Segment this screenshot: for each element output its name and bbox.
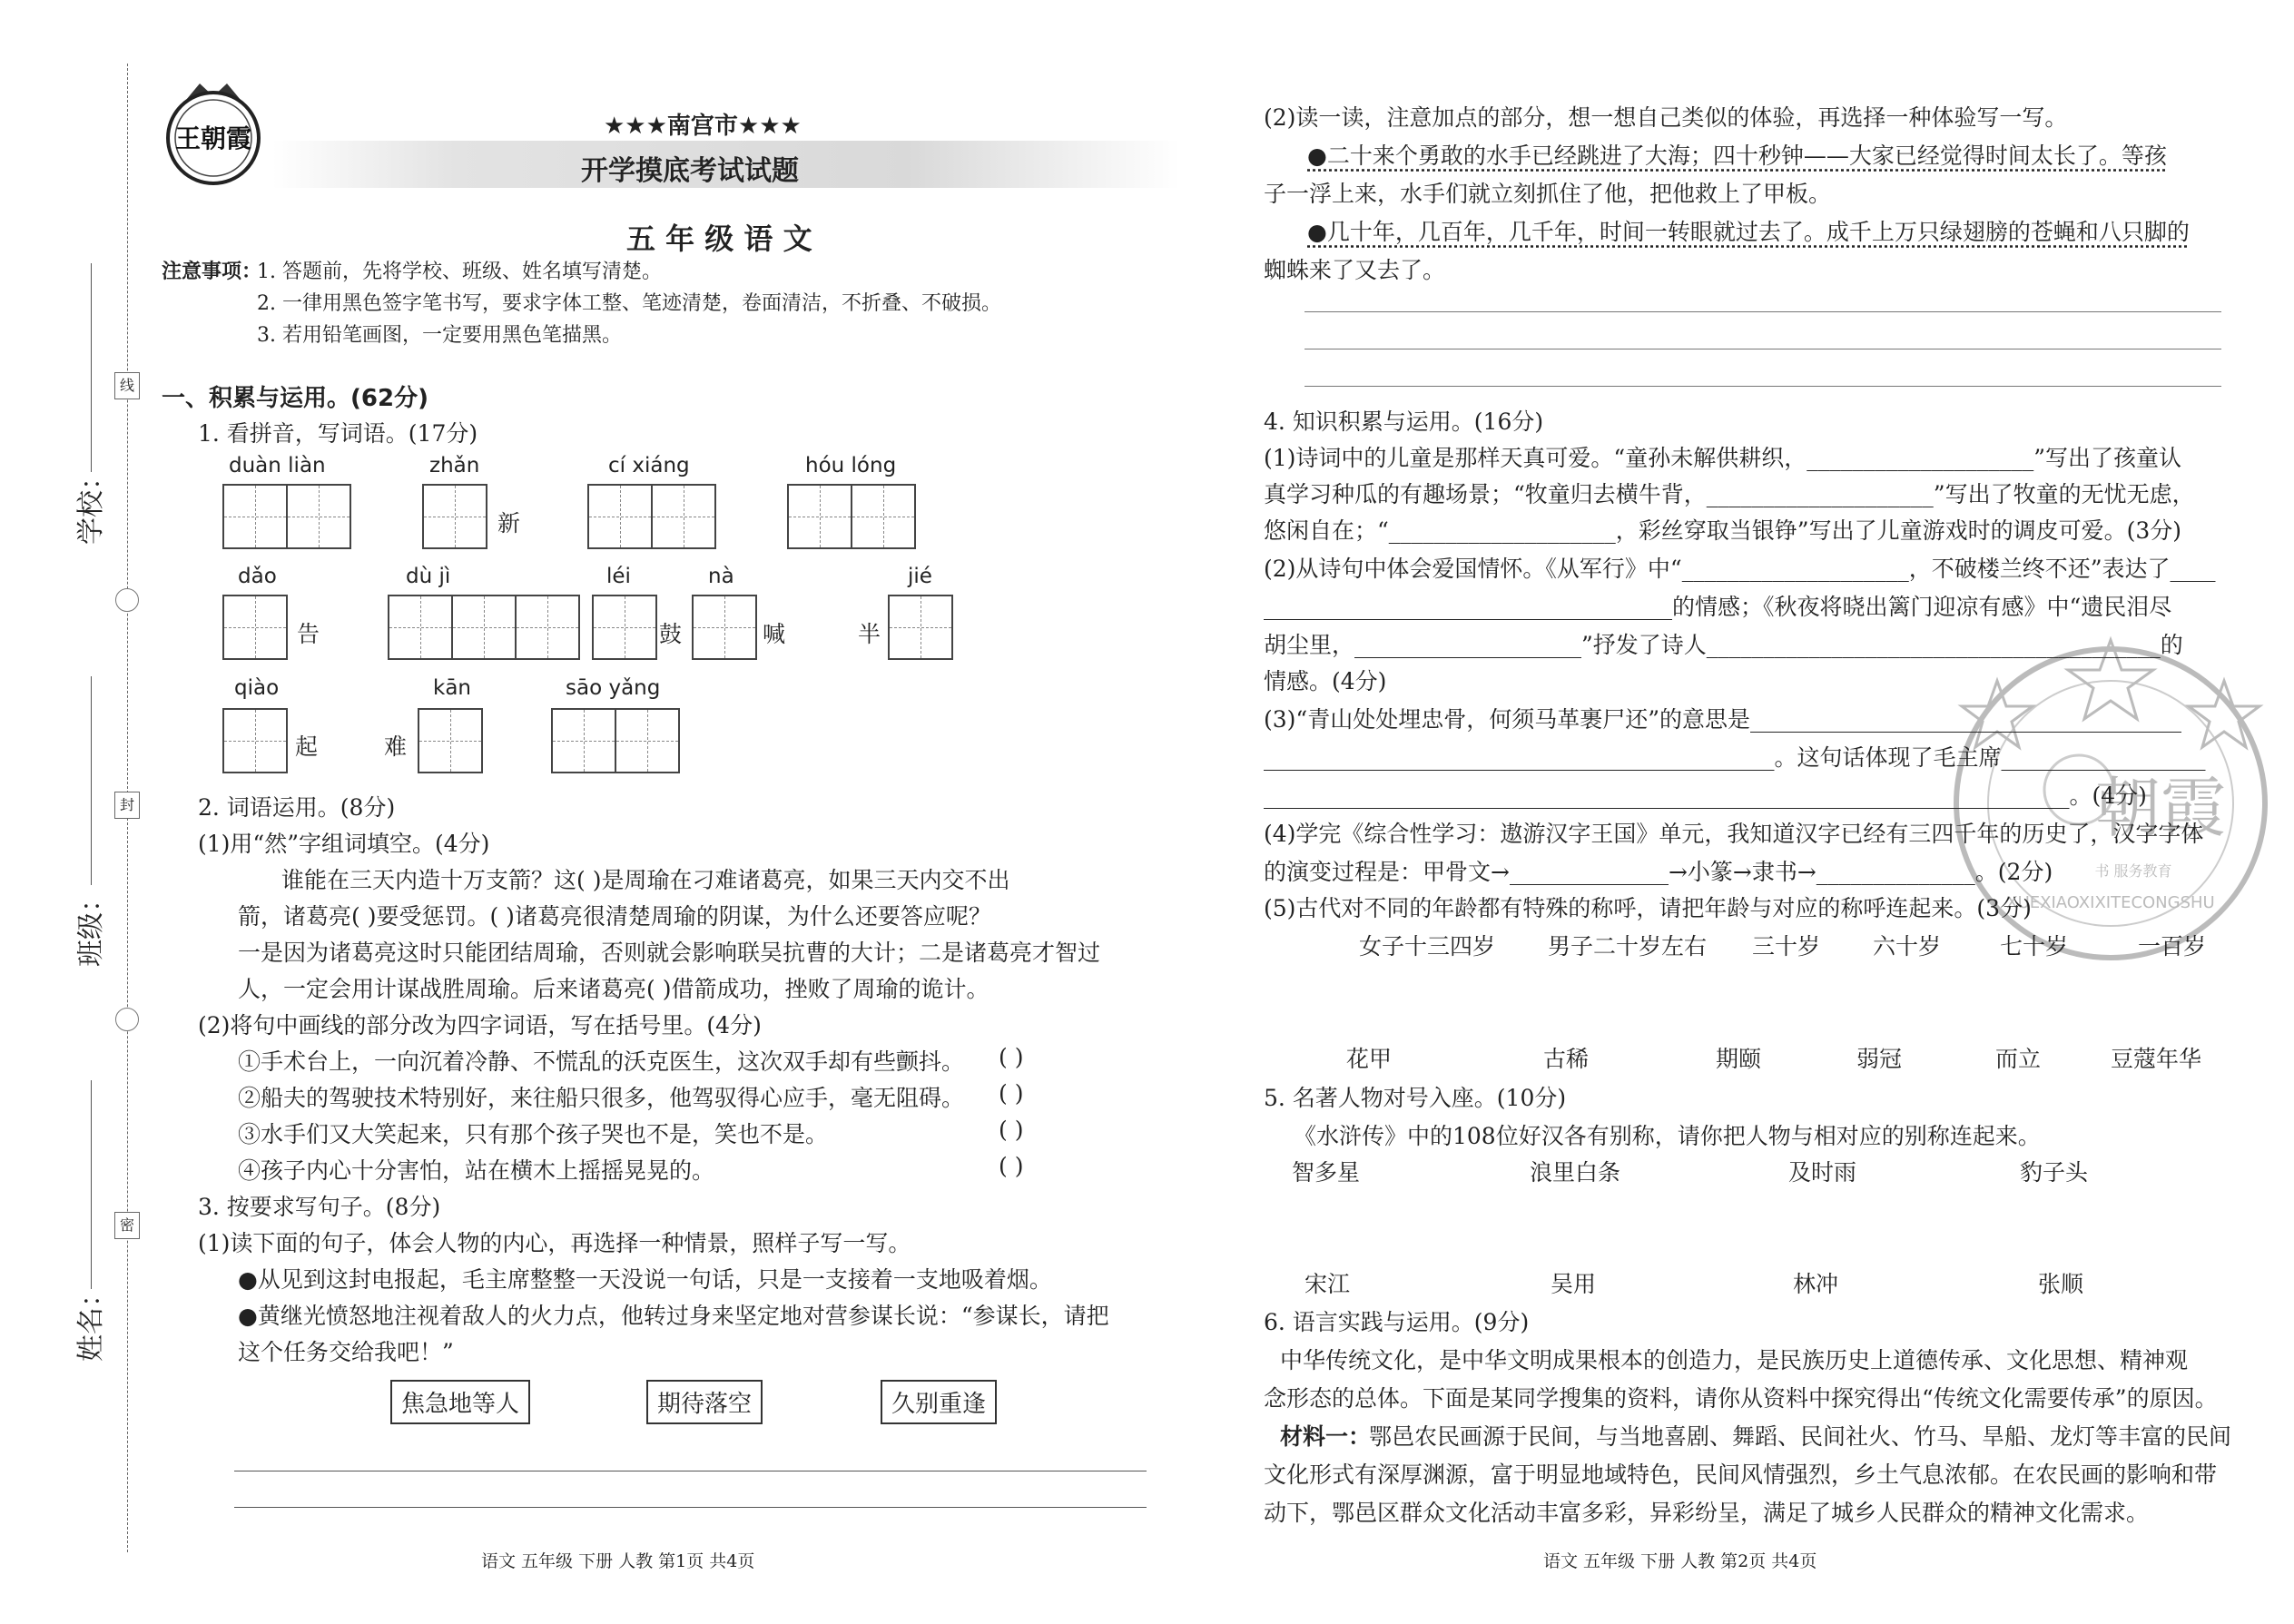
char-grid[interactable] [692, 595, 757, 660]
answer-paren[interactable]: ( ) [999, 1117, 1024, 1143]
age-name-item: 豆蔻年华 [2111, 1046, 2202, 1072]
example-sentence: ●二十来个勇敢的水手已经跳进了大海；四十秒钟——大家已经觉得时间太长了。等孩 [1307, 143, 2167, 169]
char-grid[interactable] [222, 708, 288, 773]
pinyin-label: jié [908, 565, 932, 588]
answer-line[interactable] [1305, 311, 2221, 312]
age-item: 三十岁 [1752, 933, 1821, 960]
example-sentence: 蜘蛛来了又去了。 [1264, 257, 1446, 283]
char-grid[interactable] [592, 595, 657, 660]
hero-item: 林冲 [1793, 1271, 1839, 1297]
char-grid[interactable] [418, 708, 483, 773]
notes-label: 注意事项： [162, 261, 262, 283]
given-char: 难 [384, 733, 408, 760]
rewrite-item: ④孩子内心十分害怕，站在横木上摇摇晃晃的。 [238, 1157, 715, 1184]
binding-mark-xian: 线 [114, 372, 140, 399]
char-grid[interactable] [587, 484, 716, 549]
scenario-box: 焦急地等人 [390, 1380, 530, 1424]
age-item: 男子二十岁左右 [1548, 933, 1708, 960]
scenario-box: 久别重逢 [881, 1380, 997, 1424]
pinyin-label: cí xiáng [608, 454, 690, 477]
passage-line: 念形态的总体。下面是某同学搜集的资料，请你从资料中探究得出“传统文化需要传承”的原因。 [1264, 1385, 2218, 1412]
age-name-item: 古稀 [1543, 1046, 1590, 1072]
name-label: 姓名： [75, 1280, 107, 1362]
question-title: 1. 看拼音，写词语。(17分) [198, 420, 478, 447]
school-field[interactable] [91, 263, 92, 472]
binding-circle [115, 588, 139, 612]
example-sentence: ●黄继光愤怒地注视着敌人的火力点，他转过身来坚定地对营参谋长说：“参谋长，请把 [238, 1303, 1109, 1329]
fill-line[interactable]: 胡尘里，____________________”抒发了诗人________________________________________的 [1264, 632, 2183, 658]
char-grid[interactable] [888, 595, 953, 660]
fill-line[interactable]: (3)“青山处处埋忠骨，何须马革裹尸还”的意思是______________________________________ [1264, 706, 2181, 733]
age-item: 一百岁 [2138, 933, 2207, 960]
fill-line[interactable]: (1)诗词中的儿童是那样天真可爱。“童孙未解供耕织，____________________”写出了孩童认 [1264, 445, 2181, 471]
example-sentence: 子一浮上来，水手们就立刻抓住了他，把他救上了甲板。 [1264, 181, 1832, 207]
logo-text: 王朝霞 [174, 123, 252, 153]
fill-line[interactable]: 的演变过程是：甲骨文→______________→小篆→隶书→______________。(2分) [1264, 859, 2053, 885]
given-char: 喊 [763, 621, 786, 647]
age-name-item: 弱冠 [1856, 1046, 1903, 1072]
passage-line: 中华传统文化，是中华文明成果根本的创造力，是民族历史上道德传承、文化思想、精神观 [1280, 1347, 2189, 1373]
answer-paren[interactable]: ( ) [999, 1044, 1024, 1070]
given-char: 新 [497, 510, 521, 536]
question-title: 5. 名著人物对号入座。(10分) [1264, 1085, 1567, 1111]
age-name-item: 花甲 [1346, 1046, 1393, 1072]
fill-line: (4)学完《综合性学习：遨游汉字王国》单元，我知道汉字已经有三四千年的历史了，汉字字体 [1264, 821, 2204, 847]
question-text: 《水浒传》中的108位好汉各有别称，请你把人物与相对应的别称连起来。 [1294, 1123, 2041, 1149]
nickname-item: 及时雨 [1788, 1159, 1857, 1186]
passage-line: 箭，诸葛亮( )要受惩罚。( )诸葛亮很清楚周瑜的阴谋，为什么还要答应呢？ [238, 903, 991, 930]
char-grid[interactable] [222, 484, 351, 549]
question-title: 3. 按要求写句子。(8分) [198, 1194, 441, 1220]
hero-item: 宋江 [1305, 1271, 1351, 1297]
logo-emblem [159, 73, 268, 191]
char-grid[interactable] [388, 595, 580, 660]
sub-question: (1)读下面的句子，体会人物的内心，再选择一种情景，照样子写一写。 [198, 1230, 911, 1256]
passage-line: 一是因为诸葛亮这时只能团结周瑜，否则就会影响联吴抗曹的大计；二是诸葛亮才智过 [238, 940, 1101, 966]
fill-line[interactable]: (2)从诗句中体会爱国情怀。《从军行》中“____________________，不破楼兰终不还”表达了____ [1264, 556, 2216, 582]
char-grid[interactable] [787, 484, 916, 549]
section-title: 一、积累与运用。(62分) [162, 385, 428, 412]
class-field[interactable] [91, 676, 92, 885]
class-label: 班级： [75, 885, 107, 967]
given-char: 起 [295, 733, 319, 760]
answer-paren[interactable]: ( ) [999, 1080, 1024, 1107]
fill-line[interactable]: ____________________________________的情感；《秋夜将晓出篱门迎凉有感》中“遗民泪尽 [1264, 594, 2172, 620]
rewrite-item: ①手术台上，一向沉着冷静、不慌乱的沃克医生，这次双手却有些颤抖。 [238, 1048, 965, 1075]
pinyin-label: nà [708, 565, 734, 588]
binding-mark-mi: 密 [114, 1212, 140, 1239]
pinyin-label: dù jì [406, 565, 451, 588]
example-sentence: ●从见到这封电报起，毛主席整整一天没说一句话，只是一支接着一支地吸着烟。 [238, 1266, 1052, 1293]
subject-title: 五 年 级 语 文 [626, 221, 812, 256]
fill-line: 情感。(4分) [1264, 668, 1387, 694]
school-label: 学校： [75, 463, 107, 545]
exam-title: 开学摸底考试试题 [581, 155, 799, 187]
nickname-item: 浪里白条 [1530, 1159, 1621, 1186]
passage-line: 文化形式有深厚渊源，富于明显地域特色，民间风情强烈，乡土气息浓郁。在农民画的影响和带 [1264, 1462, 2218, 1488]
passage-line: 动下，鄂邑区群众文化活动丰富多彩，异彩纷呈，满足了城乡人民群众的精神文化需求。 [1264, 1500, 2150, 1526]
pinyin-label: léi [606, 565, 631, 588]
passage-line: 鄂邑农民画源于民间，与当地喜剧、舞蹈、民间社火、竹马、旱船、龙灯等丰富的民间 [1369, 1423, 2232, 1450]
note-item: 1. 答题前，先将学校、班级、姓名填写清楚。 [257, 261, 662, 283]
age-name-item: 期颐 [1716, 1046, 1762, 1072]
city-title: ★★★南宫市★★★ [604, 113, 802, 140]
watermark-char: 朝霞 [2094, 770, 2227, 846]
fill-line[interactable]: _____________________________________________。这句话体现了毛主席__________________ [1264, 744, 2206, 771]
age-item: 七十岁 [2000, 933, 2069, 960]
given-char: 半 [858, 621, 881, 647]
char-grid[interactable] [422, 484, 487, 549]
age-name-item: 而立 [1995, 1046, 2042, 1072]
sub-question: (2)读一读，注意加点的部分，想一想自己类似的体验，再选择一种体验写一写。 [1264, 104, 2068, 131]
age-item: 女子十三四岁 [1359, 933, 1496, 960]
fill-line[interactable]: _______________________________________________________________________。(4分) [1264, 782, 2147, 809]
pinyin-label: dǎo [238, 565, 277, 588]
pinyin-label: qiào [234, 676, 280, 700]
nickname-item: 智多星 [1292, 1159, 1361, 1186]
rewrite-item: ②船夫的驾驶技术特别好，来往船只很多，他驾驭得心应手，毫无阻碍。 [238, 1085, 965, 1111]
pinyin-label: hóu lóng [805, 454, 897, 477]
scenario-box: 期待落空 [646, 1380, 763, 1424]
fill-line[interactable]: 悠闲自在；“____________________，彩丝穿取当银铮”写出了儿童游戏时的调皮可爱。(3分) [1264, 517, 2181, 544]
page-footer: 语文 五年级 下册 人教 第1页 共4页 [481, 1551, 755, 1571]
sub-question: (2)将句中画线的部分改为四字词语，写在括号里。(4分) [198, 1012, 762, 1038]
given-char: 鼓 [659, 621, 683, 647]
watermark-text: XUEXIAOXIXITECONGSHU [2006, 893, 2215, 912]
pinyin-label: sāo yǎng [566, 676, 661, 700]
binding-circle [115, 1008, 139, 1031]
hero-item: 吴用 [1551, 1271, 1597, 1297]
example-sentence: 这个任务交给我吧！” [238, 1339, 454, 1365]
pinyin-label: kān [433, 676, 471, 700]
rewrite-item: ③水手们又大笑起来，只有那个孩子哭也不是，笑也不是。 [238, 1121, 829, 1147]
hero-item: 张顺 [2038, 1271, 2084, 1297]
example-sentence: ●几十年，几百年，几千年，时间一转眼就过去了。成千上万只绿翅膀的苍蝇和八只脚的 [1307, 219, 2190, 245]
char-grid[interactable] [222, 595, 288, 660]
answer-line[interactable] [1305, 386, 2221, 387]
note-item: 2. 一律用黑色签字笔书写，要求字体工整、笔迹清楚，卷面清洁，不折叠、不破损。 [257, 292, 1001, 315]
passage-line: 谁能在三天内造十万支箭？这( )是周瑜在刁难诸葛亮，如果三天内交不出 [281, 867, 1010, 893]
given-char: 告 [297, 621, 320, 647]
question-title: 4. 知识积累与运用。(16分) [1264, 408, 1544, 435]
note-item: 3. 若用铅笔画图，一定要用黑色笔描黑。 [257, 324, 622, 347]
char-grid[interactable] [551, 708, 680, 773]
name-field[interactable] [91, 1080, 92, 1289]
sub-question: (5)古代对不同的年龄都有特殊的称呼，请把年龄与对应的称呼连起来。(3分) [1264, 895, 2032, 921]
sub-question: (1)用“然”字组词填空。(4分) [198, 831, 490, 857]
passage-line: 人，一定会用计谋战胜周瑜。后来诸葛亮( )借箭成功，挫败了周瑜的诡计。 [238, 976, 989, 1002]
fill-line[interactable]: 真学习种瓜的有趣场景；“牧童归去横牛背，____________________”写出了牧童的无忧无虑， [1264, 481, 2195, 507]
pinyin-label: duàn liàn [229, 454, 326, 477]
answer-paren[interactable]: ( ) [999, 1153, 1024, 1179]
watermark-sub: 书 服务教育 [2094, 862, 2172, 880]
question-title: 2. 词语运用。(8分) [198, 794, 396, 821]
question-title: 6. 语言实践与运用。(9分) [1264, 1309, 1530, 1335]
pinyin-label: zhǎn [429, 454, 480, 477]
nickname-item: 豹子头 [2020, 1159, 2089, 1186]
age-item: 六十岁 [1873, 933, 1942, 960]
binding-mark-feng: 封 [114, 792, 140, 819]
material-label: 材料一： [1280, 1423, 1372, 1450]
answer-line[interactable] [234, 1507, 1147, 1508]
page-footer: 语文 五年级 下册 人教 第2页 共4页 [1543, 1551, 1817, 1571]
